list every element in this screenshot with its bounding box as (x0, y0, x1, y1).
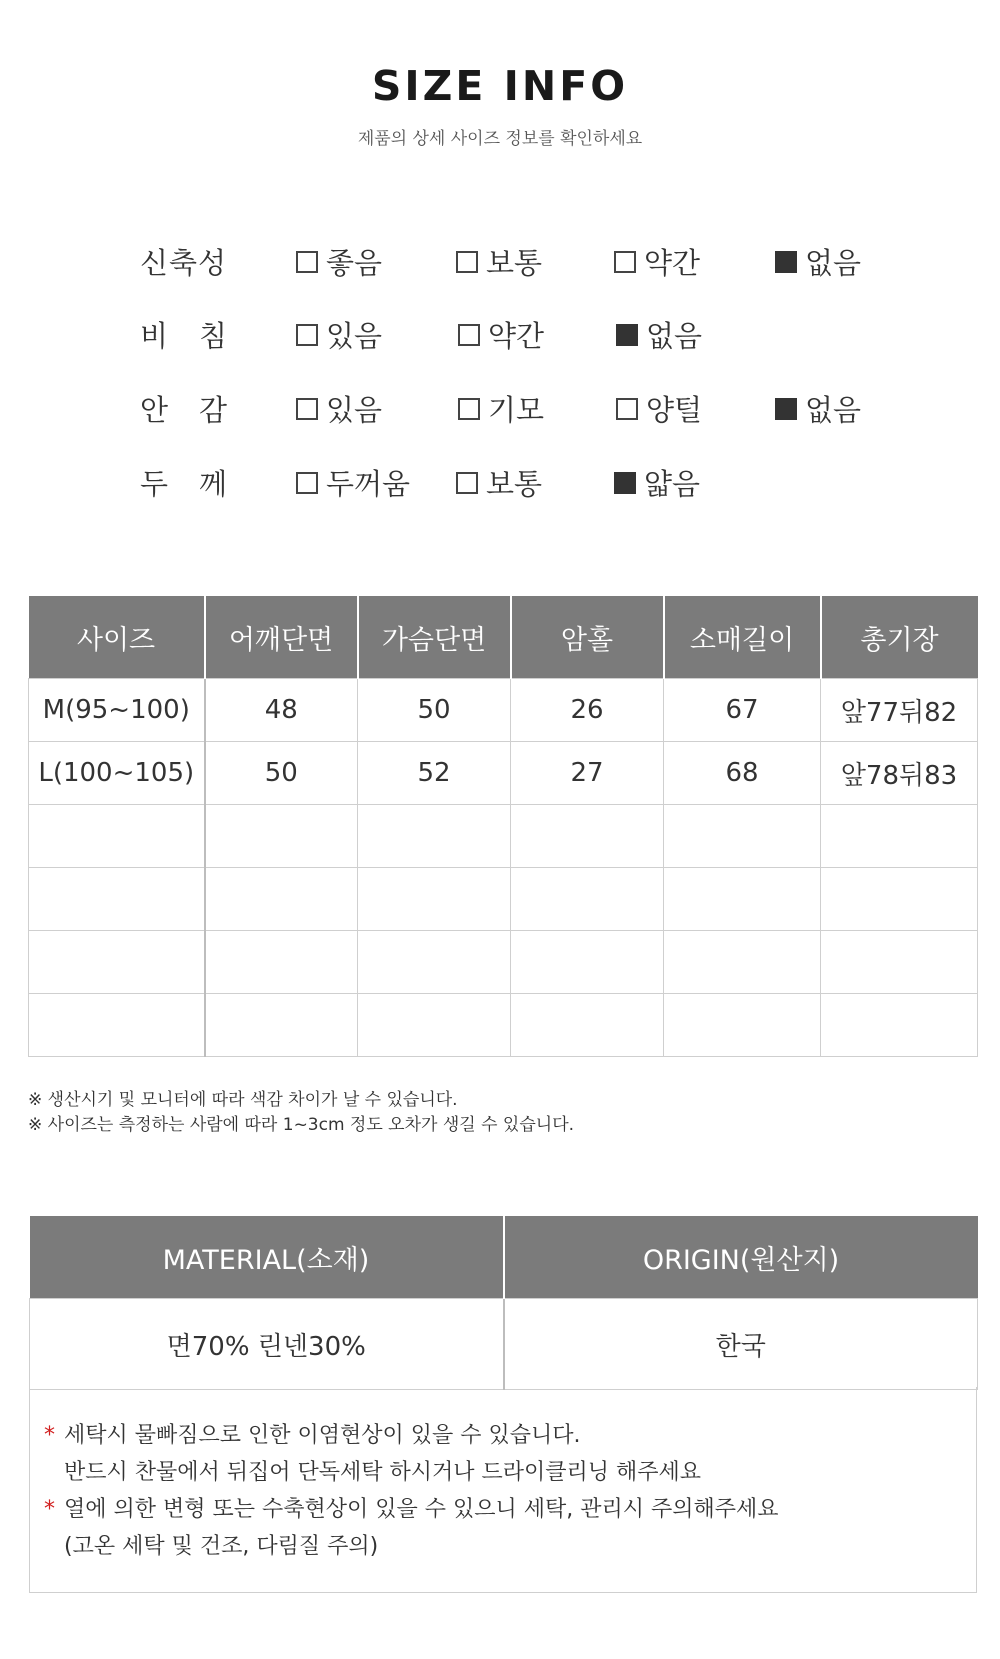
care-line: 열에 의한 변형 또는 수축현상이 있을 수 있으니 세탁, 관리시 주의해주세요 (64, 1497, 779, 1522)
column-header: 암홀 (511, 596, 664, 679)
table-cell (821, 931, 978, 994)
table-cell (358, 994, 511, 1057)
option-item (296, 316, 382, 356)
table-cell (29, 805, 205, 868)
option-item (616, 316, 702, 356)
page-subtitle: 제품의 상세 사이즈 정보를 확인하세요 (357, 129, 643, 149)
option-item (775, 243, 861, 283)
note-line: ※ 생산시기 및 모니터에 따라 색감 차이가 날 수 있습니다. (28, 1090, 458, 1110)
option-item (456, 464, 542, 504)
table-row (29, 868, 978, 931)
property-row-thickness (0, 464, 1000, 504)
column-header: MATERIAL(소재) (30, 1216, 504, 1299)
material-value: 면70% 린넨30% (30, 1299, 504, 1390)
material-table-header (30, 1216, 978, 1299)
option-label: 기모 (488, 393, 545, 427)
option-item (296, 390, 382, 430)
table-cell (511, 994, 664, 1057)
property-row-lining (0, 390, 1000, 430)
table-cell (29, 868, 205, 931)
table-cell (358, 805, 511, 868)
property-label: 두 께 (140, 467, 229, 501)
checkbox-unchecked-icon (296, 472, 318, 494)
table-cell: L(100~105) (29, 742, 205, 805)
table-cell: 52 (358, 742, 511, 805)
column-header: ORIGIN(원산지) (504, 1216, 978, 1299)
option-label: 없음 (805, 393, 862, 427)
table-cell: 50 (205, 742, 358, 805)
care-line: 세탁시 물빠짐으로 인한 이염현상이 있을 수 있습니다. (64, 1423, 581, 1448)
option-item (296, 464, 410, 504)
table-cell (821, 994, 978, 1057)
material-table (29, 1216, 978, 1390)
table-cell (821, 868, 978, 931)
property-label: 비 침 (140, 319, 229, 353)
fabric-properties (0, 0, 1000, 520)
care-line: 반드시 찬물에서 뒤집어 단독세탁 하시거나 드라이클리닝 해주세요 (64, 1460, 702, 1485)
checkbox-checked-icon (614, 472, 636, 494)
size-table (28, 596, 978, 1057)
table-cell (358, 868, 511, 931)
checkbox-checked-icon (775, 251, 797, 273)
page-title: SIZE INFO (371, 62, 629, 110)
option-label: 좋음 (326, 246, 383, 280)
care-line: (고온 세탁 및 건조, 다림질 주의) (64, 1534, 379, 1559)
option-label: 있음 (326, 393, 383, 427)
option-item (458, 316, 544, 356)
table-cell (821, 805, 978, 868)
table-cell (205, 994, 358, 1057)
option-item (614, 464, 700, 504)
option-item (616, 390, 702, 430)
option-label: 약간 (488, 319, 545, 353)
care-instructions (29, 1387, 977, 1593)
table-row (29, 931, 978, 994)
table-cell (205, 868, 358, 931)
table-cell: M(95~100) (29, 679, 205, 742)
table-cell: 27 (511, 742, 664, 805)
checkbox-checked-icon (616, 324, 638, 346)
column-header: 가슴단면 (358, 596, 511, 679)
option-label: 있음 (326, 319, 383, 353)
option-label: 두꺼움 (326, 467, 411, 501)
table-row (29, 994, 978, 1057)
table-cell: 26 (511, 679, 664, 742)
property-row-transparency (0, 316, 1000, 356)
origin-value: 한국 (504, 1299, 978, 1390)
checkbox-unchecked-icon (296, 398, 318, 420)
option-label: 약간 (644, 246, 701, 280)
table-cell (205, 805, 358, 868)
table-cell (511, 931, 664, 994)
table-row (29, 742, 978, 805)
table-cell: 68 (664, 742, 821, 805)
option-item (458, 390, 544, 430)
option-label: 얇음 (644, 467, 701, 501)
checkbox-unchecked-icon (616, 398, 638, 420)
property-row-stretch (0, 243, 1000, 283)
table-cell (205, 931, 358, 994)
table-cell: 48 (205, 679, 358, 742)
column-header: 소매길이 (664, 596, 821, 679)
option-label: 없음 (805, 246, 862, 280)
table-cell: 앞77뒤82 (821, 679, 978, 742)
table-cell: 50 (358, 679, 511, 742)
column-header: 총기장 (821, 596, 978, 679)
option-label: 없음 (646, 319, 703, 353)
option-item (456, 243, 542, 283)
checkbox-unchecked-icon (296, 251, 318, 273)
table-cell: 67 (664, 679, 821, 742)
table-row (29, 679, 978, 742)
option-label: 양털 (646, 393, 703, 427)
table-cell (29, 931, 205, 994)
checkbox-unchecked-icon (458, 324, 480, 346)
option-label: 보통 (486, 246, 543, 280)
option-item (775, 390, 861, 430)
checkbox-unchecked-icon (296, 324, 318, 346)
checkbox-unchecked-icon (456, 251, 478, 273)
checkbox-unchecked-icon (614, 251, 636, 273)
checkbox-unchecked-icon (458, 398, 480, 420)
option-item (296, 243, 382, 283)
table-cell (664, 931, 821, 994)
column-header: 사이즈 (29, 596, 205, 679)
table-cell (358, 931, 511, 994)
table-cell (511, 868, 664, 931)
note-line: ※ 사이즈는 측정하는 사람에 따라 1~3cm 정도 오차가 생길 수 있습니다. (28, 1115, 575, 1135)
size-table-header (29, 596, 978, 679)
property-label: 안 감 (140, 393, 229, 427)
size-notes (28, 1088, 574, 1138)
table-cell (664, 868, 821, 931)
option-item (614, 243, 700, 283)
asterisk-icon: * (44, 1423, 55, 1448)
table-cell (664, 994, 821, 1057)
table-cell (664, 805, 821, 868)
table-row (30, 1299, 978, 1390)
option-label: 보통 (486, 467, 543, 501)
property-label: 신축성 (140, 246, 228, 280)
table-cell (29, 994, 205, 1057)
checkbox-checked-icon (775, 398, 797, 420)
table-cell (511, 805, 664, 868)
asterisk-icon: * (44, 1497, 55, 1522)
table-cell: 앞78뒤83 (821, 742, 978, 805)
column-header: 어깨단면 (205, 596, 358, 679)
table-row (29, 805, 978, 868)
checkbox-unchecked-icon (456, 472, 478, 494)
